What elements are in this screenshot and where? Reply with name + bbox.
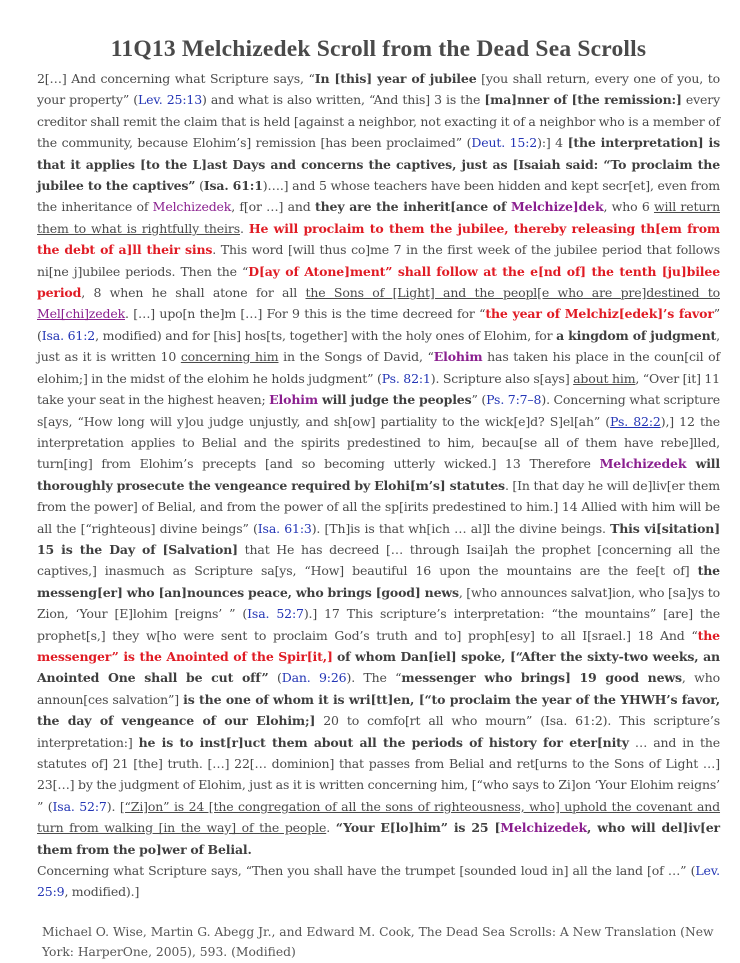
text-segment: a kingdom of judgment: [556, 327, 717, 343]
text-segment: Elohim: [433, 349, 483, 365]
text-segment: , who will del]iv[er them from the po]wer of Belial.: [37, 820, 720, 857]
text-segment: Isa. 61:2: [41, 327, 96, 343]
text-segment: , just as it is written 10: [37, 327, 720, 365]
text-segment: ).] 17 This scripture’s interpretation: “the mountains” [are] the prophet[s,] they w[ho were sent to proclaim God’s truth and to] proph[esy] to all I[srael.] 18 And “: [37, 606, 720, 643]
text-segment: . This word [will thus co]me 7 in the first week of the jubilee period that follows ni[ne j]ubilee periods. Then the “: [37, 242, 720, 279]
text-segment: they are the inherit[ance of: [315, 199, 511, 215]
text-segment: ). Scripture also s[ays]: [430, 370, 574, 386]
text-segment: in the Songs of David, “: [278, 349, 434, 365]
text-segment: he is to inst[r]uct them about all the periods of history for eter[nity: [138, 734, 629, 750]
text-segment: , modified) and for [his] hos[ts, together] with the holy ones of Elohim, for: [95, 327, 557, 343]
text-segment: [“Zi]on” is 24 [the congregation of all the sons of righteousness, who] uphold the covenant and turn from walking [in the way] of the people: [37, 798, 721, 836]
text-segment: will judge the peoples: [317, 392, 472, 408]
text-segment: 2[…] And concerning what Scripture says, “: [37, 71, 315, 86]
text-segment: Ps. 82:1: [381, 370, 431, 386]
text-segment: [you shall return, every one of you, to your property” (: [37, 71, 720, 108]
source-citation: Michael O. Wise, Martin G. Abegg Jr., and Edward M. Cook, The Dead Sea Scrolls: A New Translation (New York: HarperOne, 2005), 593. (Modified): [42, 924, 714, 960]
text-segment: Ps. 82:2: [610, 413, 661, 429]
text-segment: ) and what is also written, “And this] 3 is the: [202, 92, 485, 108]
text-segment: Melchizedek: [599, 456, 687, 472]
text-segment: . […] upo[n the]m […] For 9 this is the time decreed for “: [125, 306, 486, 322]
text-segment: (: [195, 178, 204, 194]
text-segment: Isa. 61:3: [257, 520, 312, 536]
text-segment: will return them to what is rightfully theirs: [37, 199, 720, 236]
text-segment: This vi[sitation] 15 is the Day of [Salvation]: [37, 520, 720, 557]
text-segment: ). [Th]is is that wh[ich … al]l the divine beings.: [311, 520, 611, 536]
text-segment: Melchize]dek: [510, 199, 604, 215]
text-segment: ). The “: [346, 670, 402, 686]
text-segment: .: [239, 220, 249, 236]
text-segment: ),] 12 the interpretation applies to Belial and the spirits predestined to him, becau[se all of them have rebe]lled, turn[ing] from Elohim’s precepts [and so becoming utterly wicked.] 13 Therefore: [37, 413, 720, 472]
text-segment: that He has decreed [… through Isai]ah the prophet [concerning all the captives,] inasmuch as Scripture sa[ys, “How] beautiful 16 upon the mountains are the fee[t of]: [37, 541, 720, 579]
text-segment: Lev. 25:9: [37, 863, 720, 900]
text-segment: of whom Dan[iel] spoke, [“After the sixty-two weeks, an Anointed One shall be cut off”: [37, 648, 720, 686]
text-segment: , “Over [it] 11 take your seat in the highest heaven;: [37, 370, 720, 408]
text-segment: Mel[chi]zedek: [37, 306, 126, 322]
text-segment: will thoroughly prosecute the vengeance required by Elohi[m’s] statutes: [37, 456, 720, 493]
text-segment: the messeng[er] who [an]nounces peace, who brings [good] news: [37, 563, 720, 600]
text-segment: Lev. 25:13: [137, 92, 203, 108]
text-segment: , 8 when he shall atone for all: [81, 285, 306, 301]
text-segment: 20 to comfo[rt all who mourn” (Isa. 61:2). This scripture’s interpretation:]: [37, 713, 721, 750]
text-segment: Isa. 61:1: [203, 178, 263, 194]
text-segment: In [this] year of jubilee: [314, 71, 477, 86]
text-segment: .: [326, 820, 336, 836]
text-segment: … and in the statutes of] 21 [the] truth. […] 22[… dominion] that passes from Belial and ret[urns to the Sons of Light …] 23[…] by the judgment of Elohim, just as it is written concerning him, [“who says to Zi]on ‘Your Elohim reigns’ ” (: [37, 734, 720, 814]
text-segment: Melchizedek: [152, 199, 232, 215]
text-segment: messenger who brings] 19 good news: [401, 670, 682, 686]
text-segment: . [In that day he will de]liv[er them from the power] of Belial, and from the power of all the sp[irits predestined to him.] 14 Allied with him will be all the [“righteous] divine beings” (: [37, 477, 720, 536]
text-segment: has taken his place in the coun[cil of elohim;] in the midst of the elohim he holds judgment” (: [37, 349, 720, 386]
text-segment: Dan. 9:26: [281, 670, 347, 686]
text-segment: , f[or …] and: [231, 199, 315, 215]
text-segment: Melchizedek: [500, 820, 588, 836]
text-segment: about him: [573, 370, 636, 386]
page-title: 11Q13 Melchizedek Scroll from the Dead Sea Scrolls: [110, 36, 647, 62]
text-segment: concerning him: [180, 349, 279, 365]
text-segment: , modified).]: [64, 884, 140, 900]
text-segment: Deut. 15:2: [471, 135, 538, 151]
text-segment: ). Concerning what scripture s[ays, “How long will y]ou judge unjustly, and sh[ow] partiality to the wick[e]d? S]el[ah” (: [37, 392, 721, 429]
text-segment: He will proclaim to them the jubilee, thereby releasing th[em from the debt of a]ll their sins: [37, 220, 720, 258]
text-segment: ):] 4: [537, 135, 568, 151]
text-segment: “Your E[lo]him” is 25 [: [335, 820, 501, 836]
text-segment: Ps. 7:7–8: [486, 392, 542, 408]
text-segment: )….] and 5 whose teachers have been hidden and kept secr[et], even from the inheritance of: [37, 178, 720, 215]
text-segment: the Sons of [Light] and the peopl[e who are pre]destined to: [305, 285, 720, 301]
text-segment: , who 6: [603, 199, 654, 215]
text-segment: is the one of whom it is wri[tt]en, [“to proclaim the year of the YHWH’s favor, the day of vengeance of our Elohim;]: [37, 691, 721, 729]
text-segment: Isa. 52:7: [52, 798, 107, 814]
text-segment: ).: [106, 798, 120, 814]
text-segment: , [who announces salvat]ion, who [sa]ys to Zion, ‘Your [E]lohim [reigns’ ” (: [37, 584, 720, 622]
text-segment: every creditor shall remit the claim that is held [against a neighbor, not exacting it of a neighbor who is a member of the community, because Elohim’s] remission [has been proclaimed” (: [37, 92, 720, 151]
text-segment: the year of Melchiz[edek]’s favor: [485, 306, 714, 322]
text-segment: , who announ[ces salvation”]: [37, 670, 720, 707]
text-segment: the messenger” is the Anointed of the Spir[it,]: [37, 627, 720, 664]
text-segment: [ma]nner of [the remission:]: [484, 92, 682, 108]
text-segment: Elohim: [269, 392, 318, 408]
text-segment: [the interpretation] is that it applies [to the L]ast Days and concerns the captives, just as [Isaiah said: “To proclaim the jubilee to the captives”: [37, 135, 720, 194]
text-segment: Concerning what Scripture says, “Then you shall have the trumpet [sounded loud in] all the land [of …” (: [37, 863, 696, 879]
text-segment: (: [268, 670, 282, 686]
scroll-translation-text: [37, 68, 720, 903]
text-segment: ” (: [471, 392, 487, 408]
text-segment: Isa. 52:7: [247, 606, 304, 622]
text-segment: ” (: [37, 306, 721, 343]
text-segment: D[ay of Atone]ment” shall follow at the e[nd of] the tenth [ju]bilee period: [37, 263, 720, 301]
